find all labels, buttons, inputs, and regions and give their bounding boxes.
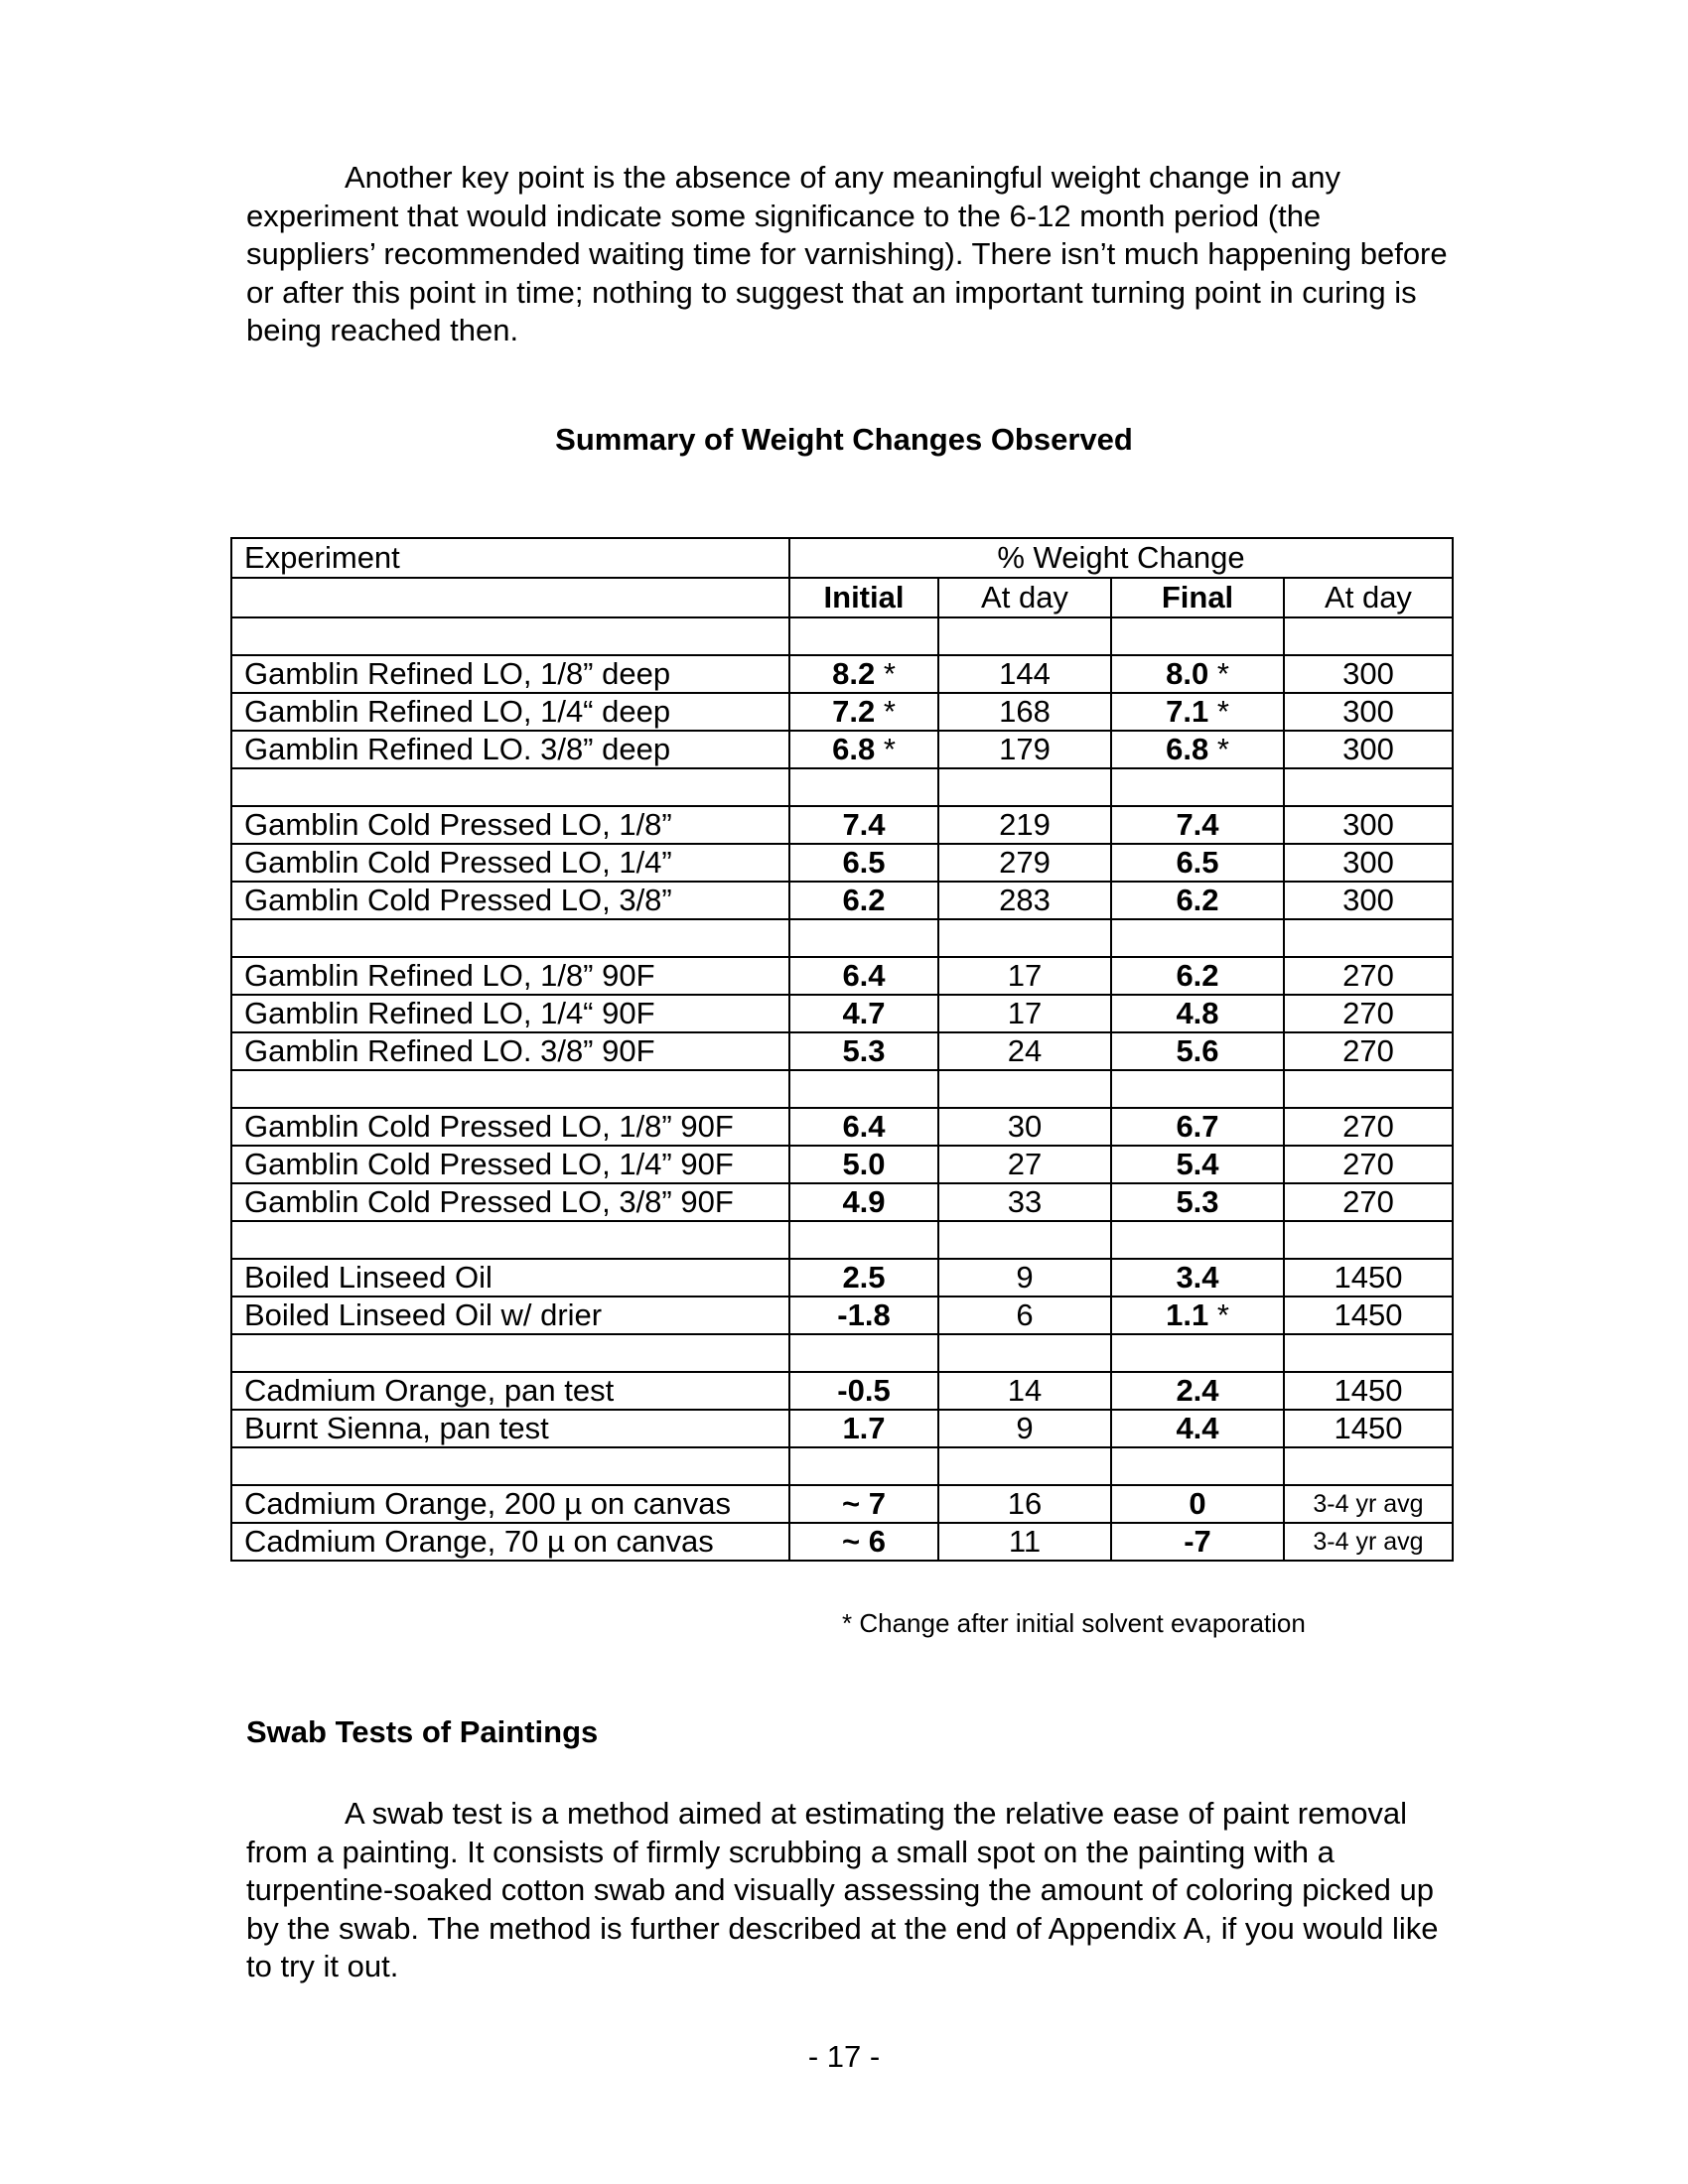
intro-text: Another key point is the absence of any meaningful weight change in any experiment that would indicate some significance to the 6-12 month period (the suppliers’ recommended waiting time for varnishing). There isn’t much happening before or after this point in time; nothing to suggest that an important turning point in curing is being reached then. [246,160,1448,347]
initial-value: -1.8 [837,1297,891,1332]
spacer-cell [789,1334,938,1372]
at-day-final-cell: 300 [1284,882,1453,919]
initial-value: 4.9 [842,1184,886,1219]
at-day-initial-cell: 14 [938,1372,1111,1410]
initial-value: 1.7 [842,1411,886,1445]
experiment-cell: Gamblin Cold Pressed LO, 1/4” 90F [231,1146,789,1183]
initial-value: ~ 7 [842,1486,886,1521]
final-asterisk: * [1208,656,1229,691]
spacer-cell [938,1070,1111,1108]
initial-value: 7.4 [842,807,886,842]
weight-change-table [230,537,1454,1562]
spacer-cell [1284,1070,1453,1108]
spacer-cell [938,1221,1111,1259]
spacer-cell [231,1334,789,1372]
table-row [231,995,1453,1032]
at-day-final-cell: 3-4 yr avg [1284,1485,1453,1523]
final-value: 1.1 [1166,1297,1209,1332]
experiment-cell: Burnt Sienna, pan test [231,1410,789,1447]
experiment-cell: Gamblin Refined LO, 1/8” 90F [231,957,789,995]
table-title: Summary of Weight Changes Observed [555,422,1133,457]
table-row [231,1108,1453,1146]
spacer-cell [231,768,789,806]
final-value: 4.4 [1176,1411,1219,1445]
initial-cell [789,1183,938,1221]
initial-cell [789,806,938,844]
at-day-final-cell: 1450 [1284,1372,1453,1410]
final-cell [1111,1259,1284,1297]
final-value: 3.4 [1176,1260,1219,1295]
final-value: 5.6 [1176,1033,1219,1068]
at-day-initial-cell: 24 [938,1032,1111,1070]
at-day-final-cell: 1450 [1284,1259,1453,1297]
at-day-initial-cell: 30 [938,1108,1111,1146]
final-cell [1111,731,1284,768]
initial-value: 6.4 [842,958,886,993]
final-cell [1111,1410,1284,1447]
spacer-cell [1284,617,1453,655]
spacer-cell [789,1221,938,1259]
at-day-final-cell: 1450 [1284,1410,1453,1447]
at-day-initial-cell: 16 [938,1485,1111,1523]
at-day-final-cell: 270 [1284,1108,1453,1146]
at-day-initial-cell: 219 [938,806,1111,844]
final-value: 4.8 [1176,996,1219,1030]
final-value: 7.4 [1176,807,1219,842]
final-value: 0 [1189,1486,1206,1521]
at-day-final-cell: 300 [1284,806,1453,844]
at-day-final-cell: 1450 [1284,1297,1453,1334]
header-final: Final [1111,578,1284,617]
spacer-row [231,1334,1453,1372]
spacer-cell [1111,617,1284,655]
initial-value: 2.5 [842,1260,886,1295]
experiment-cell: Gamblin Refined LO, 1/4“ 90F [231,995,789,1032]
spacer-cell [938,919,1111,957]
initial-asterisk: * [875,656,896,691]
final-value: -7 [1184,1524,1211,1559]
swab-paragraph [246,1795,1458,1986]
at-day-initial-cell: 9 [938,1259,1111,1297]
experiment-cell: Boiled Linseed Oil w/ drier [231,1297,789,1334]
table-row [231,882,1453,919]
table-row [231,693,1453,731]
at-day-initial-cell: 168 [938,693,1111,731]
initial-value: ~ 6 [842,1524,886,1559]
spacer-cell [1111,1447,1284,1485]
experiment-cell: Gamblin Refined LO, 1/4“ deep [231,693,789,731]
final-value: 8.0 [1166,656,1209,691]
at-day-initial-cell: 9 [938,1410,1111,1447]
table-footnote: * Change after initial solvent evaporation [842,1608,1306,1638]
final-cell [1111,655,1284,693]
final-cell [1111,1108,1284,1146]
final-cell [1111,1297,1284,1334]
final-cell [1111,806,1284,844]
table-row [231,1146,1453,1183]
initial-cell [789,995,938,1032]
table-row [231,957,1453,995]
final-cell [1111,1183,1284,1221]
initial-value: 6.8 [832,732,876,766]
spacer-cell [1111,1221,1284,1259]
initial-value: -0.5 [837,1373,891,1408]
initial-value: 8.2 [832,656,876,691]
header-initial: Initial [789,578,938,617]
experiment-cell: Gamblin Cold Pressed LO, 1/4” [231,844,789,882]
final-value: 6.7 [1176,1109,1219,1144]
swab-text: A swab test is a method aimed at estimating the relative ease of paint removal from a painting. It consists of firmly scrubbing a small spot on the painting with a turpentine-soaked cotton swab and visually assessing the amount of coloring picked up by the swab. The method is further described at the end of Appendix A, if you would like to try it out. [246,1796,1439,1983]
final-asterisk: * [1208,732,1229,766]
final-value: 6.2 [1176,883,1219,917]
intro-paragraph [246,159,1458,350]
table-row [231,806,1453,844]
spacer-cell [789,1070,938,1108]
final-cell [1111,1032,1284,1070]
initial-cell [789,693,938,731]
at-day-initial-cell: 283 [938,882,1111,919]
initial-cell [789,1485,938,1523]
final-value: 6.8 [1166,732,1209,766]
spacer-cell [1284,1334,1453,1372]
spacer-row [231,1447,1453,1485]
at-day-initial-cell: 11 [938,1523,1111,1561]
header-at-day-final: At day [1284,578,1453,617]
table-row [231,844,1453,882]
experiment-cell: Cadmium Orange, pan test [231,1372,789,1410]
initial-value: 5.0 [842,1147,886,1181]
at-day-initial-cell: 27 [938,1146,1111,1183]
at-day-initial-cell: 144 [938,655,1111,693]
spacer-cell [1111,919,1284,957]
header-experiment: Experiment [231,538,789,578]
initial-cell [789,1297,938,1334]
spacer-row [231,1070,1453,1108]
at-day-final-cell: 270 [1284,995,1453,1032]
at-day-initial-cell: 17 [938,995,1111,1032]
final-value: 5.3 [1176,1184,1219,1219]
final-value: 2.4 [1176,1373,1219,1408]
spacer-cell [789,768,938,806]
table-row [231,655,1453,693]
experiment-cell: Gamblin Refined LO. 3/8” 90F [231,1032,789,1070]
initial-cell [789,957,938,995]
spacer-row [231,617,1453,655]
initial-cell [789,655,938,693]
table-row [231,1523,1453,1561]
initial-value: 6.2 [842,883,886,917]
final-cell [1111,693,1284,731]
spacer-cell [1284,919,1453,957]
at-day-final-cell: 300 [1284,693,1453,731]
at-day-initial-cell: 33 [938,1183,1111,1221]
final-cell [1111,882,1284,919]
experiment-cell: Cadmium Orange, 200 µ on canvas [231,1485,789,1523]
spacer-cell [938,617,1111,655]
at-day-final-cell: 270 [1284,957,1453,995]
initial-value: 5.3 [842,1033,886,1068]
at-day-final-cell: 270 [1284,1032,1453,1070]
final-cell [1111,844,1284,882]
initial-asterisk: * [875,732,896,766]
at-day-final-cell: 3-4 yr avg [1284,1523,1453,1561]
final-value: 5.4 [1176,1147,1219,1181]
spacer-cell [1284,1447,1453,1485]
header-weight-change: % Weight Change [789,538,1453,578]
spacer-cell [231,1447,789,1485]
spacer-cell [231,1070,789,1108]
spacer-cell [938,1334,1111,1372]
initial-value: 6.4 [842,1109,886,1144]
final-cell [1111,1523,1284,1561]
table-row [231,1297,1453,1334]
initial-cell [789,1372,938,1410]
initial-asterisk: * [875,694,896,729]
at-day-final-cell: 270 [1284,1183,1453,1221]
spacer-cell [789,1447,938,1485]
initial-cell [789,1523,938,1561]
at-day-final-cell: 300 [1284,731,1453,768]
final-value: 6.5 [1176,845,1219,880]
header-at-day-initial: At day [938,578,1111,617]
table-row [231,1032,1453,1070]
experiment-cell: Gamblin Cold Pressed LO, 3/8” 90F [231,1183,789,1221]
final-cell [1111,1146,1284,1183]
spacer-row [231,919,1453,957]
final-asterisk: * [1208,1297,1229,1332]
table-body [231,617,1453,1561]
spacer-cell [231,919,789,957]
final-asterisk: * [1208,694,1229,729]
final-cell [1111,995,1284,1032]
experiment-cell: Gamblin Cold Pressed LO, 1/8” 90F [231,1108,789,1146]
experiment-cell: Boiled Linseed Oil [231,1259,789,1297]
spacer-cell [789,919,938,957]
spacer-cell [938,768,1111,806]
spacer-cell [1284,1221,1453,1259]
at-day-initial-cell: 17 [938,957,1111,995]
spacer-cell [1111,1334,1284,1372]
final-value: 6.2 [1176,958,1219,993]
initial-cell [789,1259,938,1297]
spacer-cell [1111,1070,1284,1108]
experiment-cell: Gamblin Cold Pressed LO, 3/8” [231,882,789,919]
final-cell [1111,1485,1284,1523]
spacer-cell [231,617,789,655]
table-row [231,1183,1453,1221]
at-day-initial-cell: 6 [938,1297,1111,1334]
final-cell [1111,1372,1284,1410]
spacer-cell [231,1221,789,1259]
table-row [231,731,1453,768]
initial-cell [789,731,938,768]
spacer-cell [1111,768,1284,806]
at-day-initial-cell: 279 [938,844,1111,882]
initial-value: 7.2 [832,694,876,729]
initial-cell [789,1146,938,1183]
initial-cell [789,1032,938,1070]
spacer-cell [789,617,938,655]
final-value: 7.1 [1166,694,1209,729]
initial-value: 4.7 [842,996,886,1030]
at-day-final-cell: 300 [1284,655,1453,693]
section-heading: Swab Tests of Paintings [246,1714,599,1749]
header-experiment-blank [231,578,789,617]
spacer-cell [1284,768,1453,806]
experiment-cell: Gamblin Refined LO. 3/8” deep [231,731,789,768]
initial-cell [789,844,938,882]
spacer-row [231,1221,1453,1259]
final-cell [1111,957,1284,995]
page-number: - 17 - [807,2039,881,2074]
table-row [231,1410,1453,1447]
at-day-final-cell: 300 [1284,844,1453,882]
spacer-cell [938,1447,1111,1485]
table-row [231,1372,1453,1410]
initial-cell [789,1108,938,1146]
table-row [231,1485,1453,1523]
initial-cell [789,882,938,919]
at-day-final-cell: 270 [1284,1146,1453,1183]
table-row [231,1259,1453,1297]
experiment-cell: Gamblin Refined LO, 1/8” deep [231,655,789,693]
initial-value: 6.5 [842,845,886,880]
experiment-cell: Cadmium Orange, 70 µ on canvas [231,1523,789,1561]
initial-cell [789,1410,938,1447]
experiment-cell: Gamblin Cold Pressed LO, 1/8” [231,806,789,844]
spacer-row [231,768,1453,806]
at-day-initial-cell: 179 [938,731,1111,768]
